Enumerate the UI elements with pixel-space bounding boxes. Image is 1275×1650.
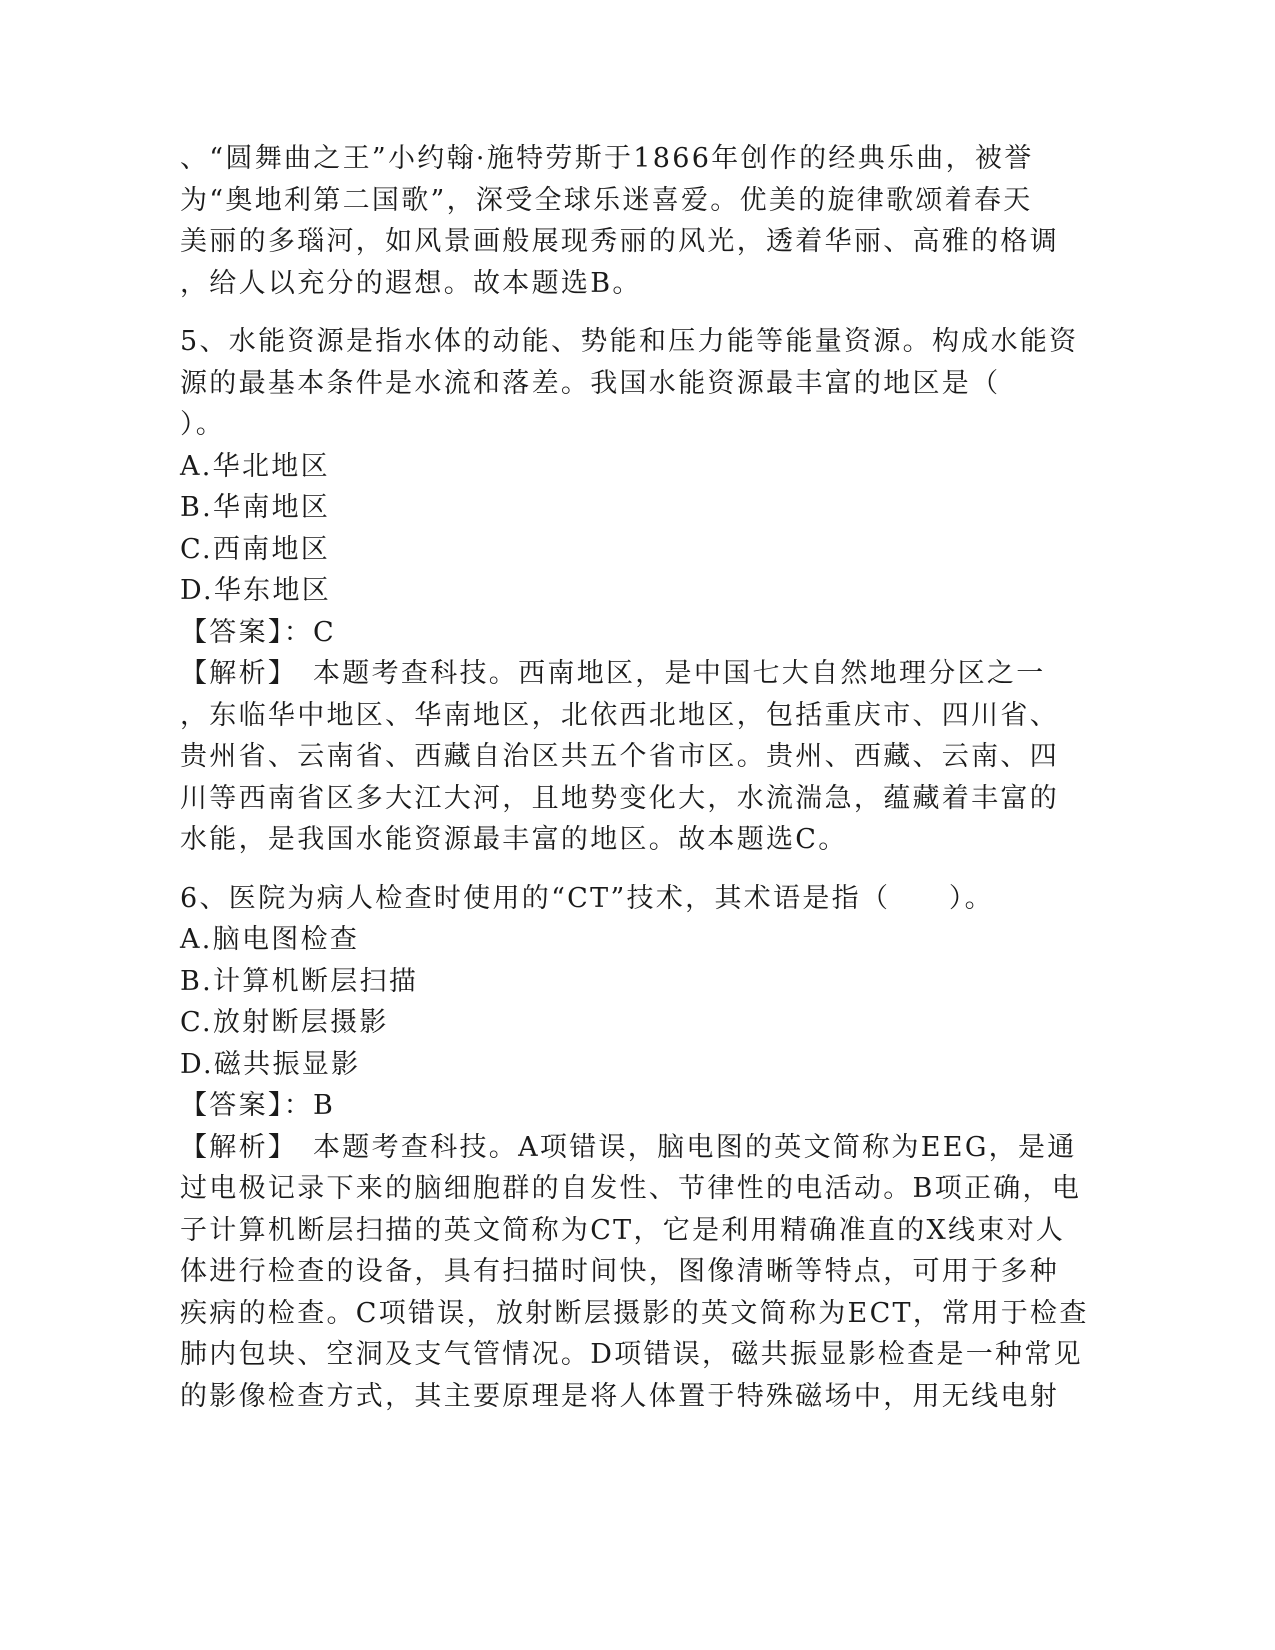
analysis-line: 川等西南省区多大江大河，且地势变化大，水流湍急，蕴藏着丰富的	[180, 782, 1059, 814]
analysis-line: 水能，是我国水能资源最丰富的地区。故本题选C。	[180, 824, 848, 855]
option-a: A.华北地区	[180, 450, 330, 482]
document-page	[180, 138, 1089, 1417]
question-stem-line: 6、医院为病人检查时使用的“CT”技术，其术语是指（ ）。	[180, 882, 994, 914]
analysis-line: 贵州省、云南省、西藏自治区共五个省市区。贵州、西藏、云南、四	[180, 741, 1059, 772]
option-c: C.西南地区	[180, 533, 331, 565]
analysis-line: 子计算机断层扫描的英文简称为CT，它是利用精确准直的X线束对人	[180, 1214, 1066, 1246]
intro-paragraph	[180, 138, 1059, 304]
paragraph-gap	[180, 304, 1040, 321]
analysis-line: 【解析】 本题考查科技。西南地区，是中国七大自然地理分区之一	[180, 658, 1046, 689]
analysis-line: 【解析】 本题考查科技。A项错误，脑电图的英文简称为EEG，是通	[180, 1131, 1077, 1163]
analysis-line: ，东临华中地区、华南地区，北依西北地区，包括重庆市、四川省、	[180, 699, 1059, 731]
option-d: D.磁共振显影	[180, 1048, 361, 1080]
question-stem-line: 源的最基本条件是水流和落差。我国水能资源最丰富的地区是（	[180, 367, 1001, 399]
option-b: B.计算机断层扫描	[180, 965, 419, 997]
question-6	[180, 878, 1089, 1418]
option-a: A.脑电图检查	[180, 924, 360, 955]
text-line: 、“圆舞曲之王”小约翰·施特劳斯于1866年创作的经典乐曲，被誉	[180, 143, 1034, 174]
question-stem-line: ）。	[180, 409, 226, 440]
answer-line: 【答案】：B	[180, 1090, 336, 1121]
analysis-line: 过电极记录下来的脑细胞群的自发性、节律性的电活动。B项正确，电	[180, 1173, 1082, 1204]
paragraph-gap	[180, 861, 1040, 878]
option-d: D.华东地区	[180, 575, 332, 606]
option-b: B.华南地区	[180, 492, 331, 523]
analysis-line: 疾病的检查。C项错误，放射断层摄影的英文简称为ECT，常用于检查	[180, 1297, 1089, 1329]
text-line: 为“奥地利第二国歌”，深受全球乐迷喜爱。优美的旋律歌颂着春天	[180, 184, 1033, 216]
question-stem-line: 5、水能资源是指水体的动能、势能和压力能等能量资源。构成水能资	[180, 326, 1079, 357]
answer-line: 【答案】：C	[180, 616, 336, 648]
text-line: 美丽的多瑙河，如风景画般展现秀丽的风光，透着华丽、高雅的格调	[180, 226, 1059, 257]
question-5	[180, 321, 1079, 861]
analysis-line: 肺内包块、空洞及支气管情况。D项错误，磁共振显影检查是一种常见	[180, 1339, 1083, 1370]
analysis-line: 的影像检查方式，其主要原理是将人体置于特殊磁场中，用无线电射	[180, 1380, 1059, 1412]
analysis-line: 体进行检查的设备，具有扫描时间快，图像清晰等特点，可用于多种	[180, 1256, 1059, 1287]
text-line: ，给人以充分的遐想。故本题选B。	[180, 267, 642, 299]
option-c: C.放射断层摄影	[180, 1007, 389, 1038]
